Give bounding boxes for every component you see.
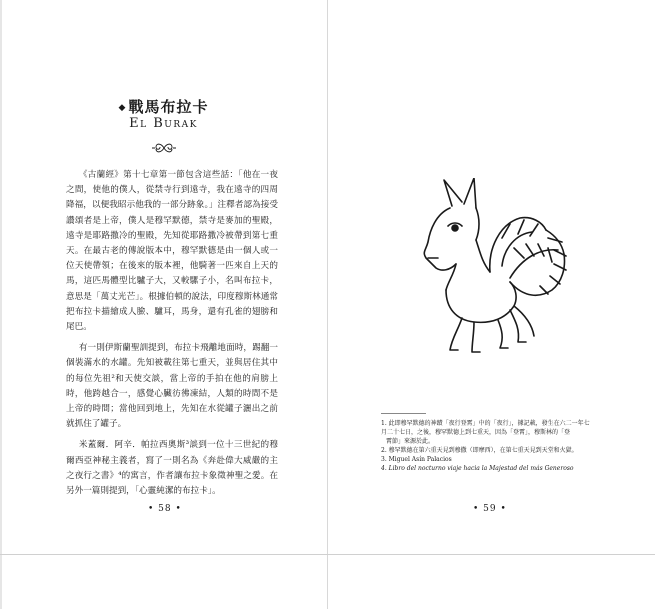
paragraph: 米蓋爾．阿辛．帕拉西奧斯³談到一位十三世紀的穆爾西亞神秘主義者，寫了一則名為《奔赴偉大威嚴的主之夜行之書》⁴的寓言，作者讓布拉卡象徵神聖之愛。在另外一篇則提到，「心靈純潔的布拉卡」。 [66,440,278,497]
winged-horse-icon [392,178,570,358]
page-edge [0,0,2,609]
paragraph: 有一則伊斯蘭聖訓提到，布拉卡飛離地面時，踢翻一個裝滿水的水罐。先知被載往第七重天，並與居住其中的每位先祖²和天使交談，當上帝的手拍在他的肩膀上時，他跨越合一，感覺心臟彷彿凍結，人類的時間不是上帝的時間；當他回到地上，先知在水從罐子灑出之前就抓住了罐子。 [66,343,278,430]
footnote: 2. 穆罕默德在第六重天見到穆撒（即摩西），在第七重天見到天堂和火獄。 [381,447,578,454]
footnote: 3. Miguel Asín Palacios [381,456,452,463]
body-text [66,168,278,505]
chapter-title-text: 戰馬布拉卡 [128,98,209,116]
footnote-continuation: 霄節」來源於此。 [386,438,435,445]
paragraph: 《古蘭經》第十七章第一節包含這些話：「他在一夜之間，使他的僕人，從禁寺行到遠寺，我在遠寺的四周降福，以便我昭示他我的一部分跡象。」注釋者認為接受讚頌者是上帝，僕人是穆罕默德，禁寺是麥加的聖殿，遠寺是耶路撒冷的聖殿，先知從耶路撒冷被帶到第七重天。在最古老的傳說版本中，穆罕默德是由一個人或一位天使帶領；在後來的版本裡，他騎著一匹來自上天的馬，這匹馬體型比驢子大，又較騾子小，名叫布拉卡，意思是「萬丈光芒」。根據伯頓的說法，印度穆斯林通常把布拉卡描繪成人臉、驢耳，馬身，還有孔雀的翅膀和尾巴。 [66,170,278,333]
page-number-right: • 59 • [473,504,507,514]
footnote: 1. 此即穆罕默德的神蹟「夜行登霄」中的「夜行」，據記載，發生在六二一年七月二十七日，之後，穆罕默德上到七重天，因為「登霄」，穆斯林的「登 [381,420,590,436]
page-bottom-edge [0,554,655,555]
footnotes [381,419,591,473]
footnote: 4. Libro del nocturno viaje hacia la Majestad del más Generoso [381,465,574,472]
book-gutter [327,0,328,609]
chapter-subtitle: El Burak [129,116,198,131]
page-number-left: • 58 • [148,504,182,514]
diamond-icon: ◆ [118,103,127,113]
chapter-title [0,96,327,117]
ornament-icon [151,141,177,155]
footnote-divider [381,413,426,414]
